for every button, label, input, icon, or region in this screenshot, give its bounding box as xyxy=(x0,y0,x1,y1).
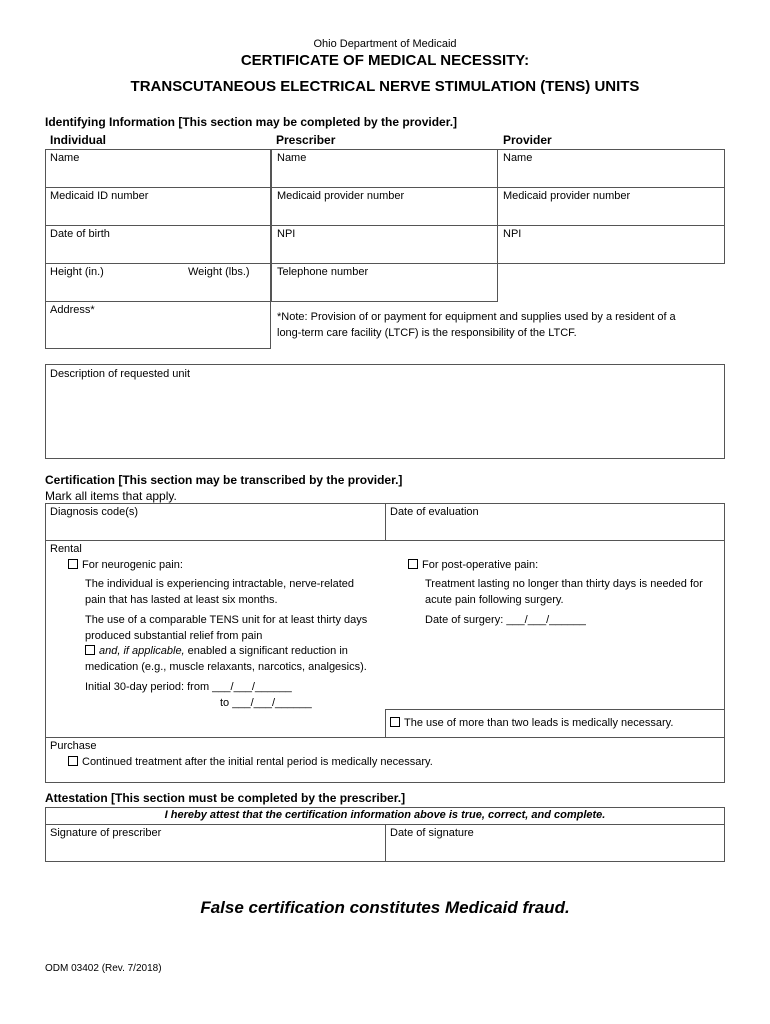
postop-text-line2: acute pain following surgery. xyxy=(425,594,564,606)
fraud-warning: False certification constitutes Medicaid fraud. xyxy=(200,898,570,917)
neurogenic-pain-option[interactable] xyxy=(68,559,183,571)
postop-pain-option[interactable] xyxy=(408,559,538,571)
certification-box xyxy=(45,503,725,783)
ltcf-note-line1: *Note: Provision of or payment for equipment and supplies used by a resident of a xyxy=(277,311,676,323)
neuro-text-line2: pain that has lasted at least six months. xyxy=(85,594,278,606)
provider-npi-field[interactable]: NPI xyxy=(503,228,522,240)
prescriber-provider-number-field[interactable]: Medicaid provider number xyxy=(277,190,405,202)
prescriber-column-title: Prescriber xyxy=(276,133,336,147)
diagnosis-codes-field[interactable]: Diagnosis code(s) xyxy=(50,506,139,518)
divider xyxy=(45,187,271,188)
date-of-signature-field[interactable]: Date of signature xyxy=(390,827,474,839)
ltcf-note-line2: long-term care facility (LTCF) is the responsibility of the LTCF. xyxy=(277,327,577,339)
provider-name-field[interactable]: Name xyxy=(503,152,533,164)
tens-text-line2: produced substantial relief from pain xyxy=(85,630,263,642)
continued-treatment-label: Continued treatment after the initial rental period is medically necessary. xyxy=(82,756,433,768)
medication-italic-text: and, if applicable, xyxy=(99,645,185,657)
divider xyxy=(385,503,386,541)
prescriber-npi-field[interactable]: NPI xyxy=(277,228,296,240)
divider xyxy=(45,737,725,738)
neuro-text-line1: The individual is experiencing intractable, nerve-related xyxy=(85,578,355,590)
identifying-heading: Identifying Information [This section may be completed by the provider.] xyxy=(45,115,458,129)
continued-treatment-checkbox[interactable] xyxy=(68,756,78,766)
individual-weight-field[interactable]: Weight (lbs.) xyxy=(188,266,250,278)
individual-name-field[interactable]: Name xyxy=(50,152,80,164)
individual-box xyxy=(45,149,271,349)
rental-label: Rental xyxy=(50,543,82,555)
attestation-statement: I hereby attest that the certification information above is true, correct, and complete. xyxy=(164,809,606,821)
initial-period-to-field[interactable]: to ___/___/______ xyxy=(220,697,312,709)
provider-provider-number-field[interactable]: Medicaid provider number xyxy=(503,190,631,202)
divider xyxy=(45,263,271,264)
prescriber-telephone-field[interactable]: Telephone number xyxy=(277,266,369,278)
medication-checkbox[interactable] xyxy=(85,645,95,655)
divider xyxy=(385,709,725,710)
divider xyxy=(45,225,271,226)
provider-column-title: Provider xyxy=(503,133,552,147)
date-of-surgery-field[interactable]: Date of surgery: ___/___/______ xyxy=(425,614,586,626)
divider xyxy=(497,187,725,188)
continued-treatment-option[interactable] xyxy=(68,756,433,768)
mark-all-instruction: Mark all items that apply. xyxy=(45,489,177,503)
individual-address-field[interactable]: Address* xyxy=(50,304,95,316)
date-of-evaluation-field[interactable]: Date of evaluation xyxy=(390,506,479,518)
agency-name: Ohio Department of Medicaid xyxy=(313,38,457,50)
individual-height-field[interactable]: Height (in.) xyxy=(50,266,104,278)
neurogenic-pain-label: For neurogenic pain: xyxy=(82,559,183,571)
divider xyxy=(385,824,386,862)
medication-option[interactable] xyxy=(85,645,348,657)
leads-option[interactable] xyxy=(390,717,673,729)
divider xyxy=(271,187,498,188)
divider xyxy=(45,540,725,541)
signature-of-prescriber-field[interactable]: Signature of prescriber xyxy=(50,827,162,839)
purchase-label: Purchase xyxy=(50,740,97,752)
postop-text-line1: Treatment lasting no longer than thirty days is needed for xyxy=(425,578,703,590)
divider xyxy=(385,709,386,738)
attestation-heading: Attestation [This section must be completed by the prescriber.] xyxy=(45,791,406,805)
individual-column-title: Individual xyxy=(50,133,107,147)
description-label: Description of requested unit xyxy=(50,368,191,380)
postop-pain-label: For post-operative pain: xyxy=(422,559,539,571)
medication-text: enabled a significant reduction in xyxy=(184,645,348,657)
provider-box xyxy=(497,149,725,264)
postop-checkbox[interactable] xyxy=(408,559,418,569)
divider xyxy=(45,301,271,302)
form-number: ODM 03402 (Rev. 7/2018) xyxy=(45,963,162,974)
certification-heading: Certification [This section may be transcribed by the provider.] xyxy=(45,473,403,487)
individual-dob-field[interactable]: Date of birth xyxy=(50,228,110,240)
individual-medicaid-id-field[interactable]: Medicaid ID number xyxy=(50,190,149,202)
medication-text-line2: medication (e.g., muscle relaxants, narcotics, analgesics). xyxy=(85,661,367,673)
prescriber-name-field[interactable]: Name xyxy=(277,152,307,164)
form-title-line1: CERTIFICATE OF MEDICAL NECESSITY: xyxy=(240,52,530,69)
initial-period-from-field[interactable]: Initial 30-day period: from ___/___/______ xyxy=(85,681,292,693)
neurogenic-checkbox[interactable] xyxy=(68,559,78,569)
divider xyxy=(271,263,498,264)
leads-label: The use of more than two leads is medically necessary. xyxy=(404,717,674,729)
leads-checkbox[interactable] xyxy=(390,717,400,727)
tens-text-line1: The use of a comparable TENS unit for at least thirty days xyxy=(85,614,368,626)
divider xyxy=(271,225,498,226)
divider xyxy=(497,225,725,226)
form-title-line2: TRANSCUTANEOUS ELECTRICAL NERVE STIMULATION (TENS) UNITS xyxy=(130,78,640,95)
